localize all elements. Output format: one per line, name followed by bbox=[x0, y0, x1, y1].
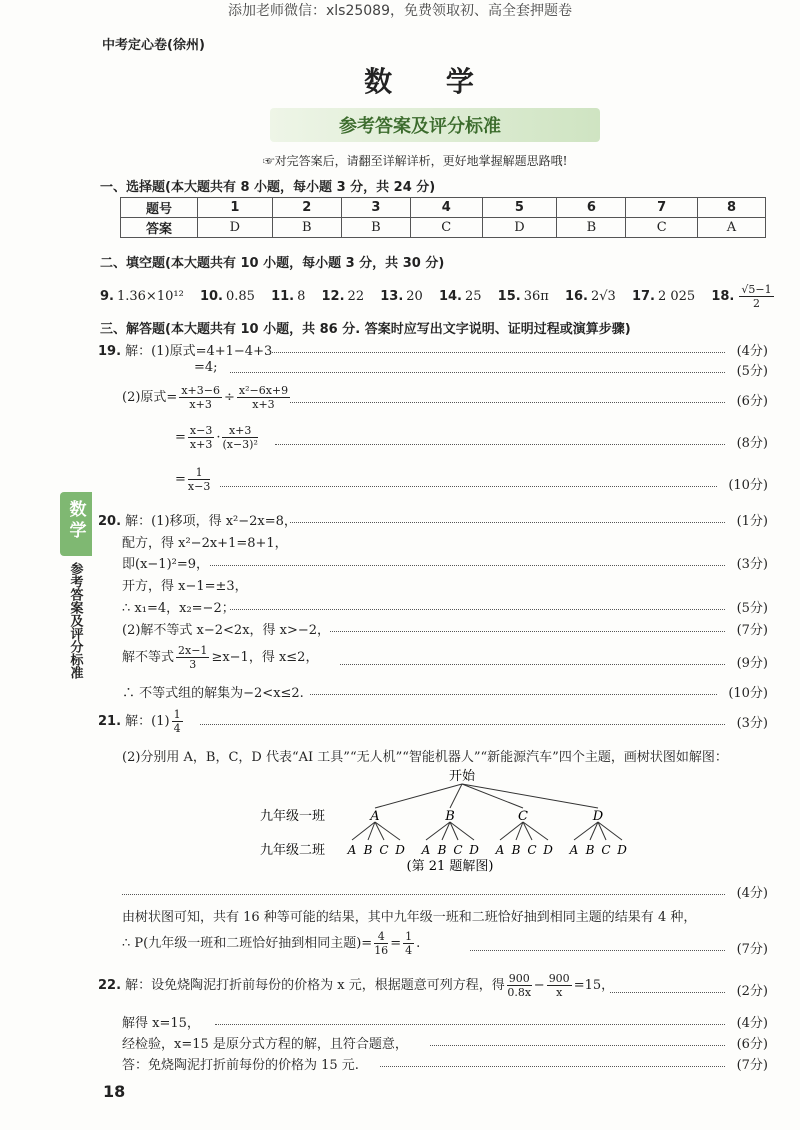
dot-leader bbox=[200, 724, 725, 725]
score: (9分) bbox=[736, 656, 768, 671]
q21-line-3: 由树状图可知，共有 16 种等可能的结果，其中九年级一班和二班恰好抽到相同主题的结果有 4 种， bbox=[122, 910, 697, 925]
dot-leader bbox=[122, 894, 725, 895]
table-cell: 3 bbox=[341, 198, 410, 218]
page-title: 数 学 bbox=[364, 65, 496, 98]
fill-item: 11. 8 bbox=[271, 289, 306, 304]
table-cell: B bbox=[557, 218, 626, 238]
table-cell: 5 bbox=[482, 198, 557, 218]
section-choice-heading: 一、选择题(本大题共有 8 小题，每小题 3 分，共 24 分) bbox=[100, 180, 436, 195]
score: (10分) bbox=[728, 686, 768, 701]
q22-line-1: 22. 解：设免烧陶泥打折前每份的价格为 x 元，根据题意可列方程，得 $\frac{900}{0.8x}$ − $\frac{900}{x}$ =15， bbox=[98, 972, 615, 999]
fill-item: 14. 25 bbox=[438, 289, 482, 304]
fill-item: 18. $\frac{√5-1}{2}$ bbox=[711, 283, 772, 310]
dot-leader bbox=[220, 486, 717, 487]
q20-line-1: 20. 解：(1)移项，得 x²−2x=8， bbox=[98, 514, 297, 529]
banner-title: 参考答案及评分标准 bbox=[339, 116, 501, 137]
tree-caption: (第 21 题解图) bbox=[406, 859, 494, 874]
score: (3分) bbox=[736, 557, 768, 572]
svg-text:B: B bbox=[445, 809, 455, 824]
score: (4分) bbox=[736, 344, 768, 359]
dot-leader bbox=[275, 444, 725, 445]
subtitle-note: ☞对完答案后，请翻至详解详析，更好地掌握解题思路哦! bbox=[262, 154, 568, 168]
score: (4分) bbox=[736, 1016, 768, 1031]
q22-line-2: 解得 x=15， bbox=[122, 1016, 200, 1031]
score: (8分) bbox=[736, 436, 768, 451]
svg-text:D: D bbox=[617, 843, 627, 857]
score: (1分) bbox=[736, 514, 768, 529]
svg-text:A: A bbox=[347, 843, 357, 857]
table-cell: 8 bbox=[698, 198, 766, 218]
table-cell: 2 bbox=[272, 198, 341, 218]
section-solution-heading: 三、解答题(本大题共有 10 小题，共 86 分. 答案时应写出文字说明、证明过程或演算步骤) bbox=[100, 322, 631, 337]
svg-text:C: C bbox=[453, 843, 463, 857]
fill-item: 13. 20 bbox=[380, 289, 423, 304]
q20-line-8: ∴ 不等式组的解集为−2<x≤2. bbox=[122, 686, 304, 701]
svg-text:D: D bbox=[469, 843, 479, 857]
series-title: 中考定心卷(徐州) bbox=[102, 38, 205, 53]
q21-line-4: ∴ P(九年级一班和二班恰好抽到相同主题)= $\frac{4}{16}$ = $\frac{1}{4}$ . bbox=[122, 930, 421, 957]
table-cell: 7 bbox=[626, 198, 698, 218]
table-cell: B bbox=[272, 218, 341, 238]
q19-line-3: (2)原式= $\frac{x+3-6}{x+3}$ ÷ $\frac{\text{x²−6x+9}}{x+3}$ bbox=[122, 384, 289, 411]
tree-row1-label: 九年级一班 bbox=[260, 809, 326, 824]
q21-line-1: 21. 解：(1) $\frac{1}{4}$ bbox=[98, 708, 181, 735]
svg-text:D: D bbox=[395, 843, 405, 857]
svg-text:B: B bbox=[585, 843, 595, 857]
dot-leader bbox=[270, 352, 725, 353]
dot-leader bbox=[290, 522, 725, 523]
svg-text:D: D bbox=[543, 843, 553, 857]
q19-line-5: = $\frac{1}{x-3}$ bbox=[175, 466, 211, 493]
q22-line-3: 经检验，x=15 是原分式方程的解，且符合题意， bbox=[122, 1037, 408, 1052]
svg-text:C: C bbox=[527, 843, 537, 857]
score: (7分) bbox=[736, 942, 768, 957]
table-row bbox=[121, 198, 766, 218]
q20-line-2: 配方，得 x²−2x+1=8+1， bbox=[122, 536, 288, 551]
dot-leader bbox=[340, 664, 725, 665]
table-cell: D bbox=[198, 218, 273, 238]
score: (7分) bbox=[736, 1058, 768, 1073]
svg-text:B: B bbox=[511, 843, 521, 857]
tree-edges bbox=[352, 784, 622, 840]
table-cell: D bbox=[482, 218, 557, 238]
svg-text:B: B bbox=[437, 843, 447, 857]
dot-leader bbox=[230, 609, 725, 610]
page-number: 18 bbox=[103, 1082, 126, 1101]
score: (2分) bbox=[736, 984, 768, 999]
table-head-label: 题号 bbox=[121, 198, 198, 218]
dot-leader bbox=[470, 950, 725, 951]
dot-leader bbox=[210, 565, 725, 566]
svg-text:C: C bbox=[601, 843, 611, 857]
table-cell: 1 bbox=[198, 198, 273, 218]
q21-line-2: (2)分别用 A，B，C，D 代表“AI 工具”“无人机”“智能机器人”“新能源汽车”四个主题，画树状图如解图： bbox=[122, 750, 728, 765]
svg-text:A: A bbox=[370, 809, 380, 824]
q20-line-4: 开方，得 x−1=±3， bbox=[122, 579, 248, 594]
dot-leader bbox=[215, 1024, 725, 1025]
table-cell: C bbox=[410, 218, 482, 238]
score: (10分) bbox=[728, 478, 768, 493]
table-answer-label: 答案 bbox=[121, 218, 198, 238]
fill-item: 9. 1.36×10¹² bbox=[100, 289, 184, 304]
q19-line-1: 19. 解：(1)原式=4+1−4+3 bbox=[98, 344, 273, 359]
dot-leader bbox=[230, 372, 725, 373]
fill-item: 10. 0.85 bbox=[199, 289, 255, 304]
q20-line-6: (2)解不等式 x−2<2x，得 x>−2， bbox=[122, 623, 331, 638]
table-cell: B bbox=[341, 218, 410, 238]
dot-leader bbox=[430, 1045, 725, 1046]
q19-line-2: =4; bbox=[194, 360, 218, 375]
table-cell: 4 bbox=[410, 198, 482, 218]
q20-line-7: 解不等式 $\frac{2x-1}{3}$ ≥x−1，得 x≤2， bbox=[122, 644, 319, 671]
tree-level1 bbox=[369, 809, 603, 824]
score: (3分) bbox=[736, 716, 768, 731]
tree-row2-label: 九年级二班 bbox=[260, 843, 326, 858]
score: (5分) bbox=[736, 601, 768, 616]
fill-item: 17. 2 025 bbox=[631, 289, 696, 304]
tree-diagram bbox=[260, 766, 640, 874]
fill-item: 16. 2√3 bbox=[564, 289, 616, 304]
svg-text:B: B bbox=[363, 843, 373, 857]
dot-leader bbox=[330, 631, 725, 632]
svg-text:C: C bbox=[379, 843, 389, 857]
choice-answer-table bbox=[120, 197, 766, 238]
dot-leader bbox=[380, 1066, 725, 1067]
svg-text:A: A bbox=[569, 843, 579, 857]
score: (6分) bbox=[736, 394, 768, 409]
fill-answers bbox=[100, 283, 788, 310]
svg-text:D: D bbox=[592, 809, 604, 824]
svg-text:C: C bbox=[518, 809, 528, 824]
q20-line-3: 即(x−1)²=9， bbox=[122, 557, 210, 572]
score: (5分) bbox=[736, 364, 768, 379]
tree-root: 开始 bbox=[448, 769, 476, 784]
score: (6分) bbox=[736, 1037, 768, 1052]
fill-item: 15. 36π bbox=[497, 289, 549, 304]
dot-leader bbox=[310, 694, 717, 695]
fill-item: 12. 22 bbox=[321, 289, 365, 304]
sidebar-tab: 数学 bbox=[60, 492, 92, 556]
section-fill-heading: 二、填空题(本大题共有 10 小题，每小题 3 分，共 30 分) bbox=[100, 256, 445, 271]
q22-line-4: 答：免烧陶泥打折前每份的价格为 15 元. bbox=[122, 1058, 359, 1073]
table-cell: 6 bbox=[557, 198, 626, 218]
dot-leader bbox=[290, 402, 725, 403]
q20-line-5: ∴ x₁=4，x₂=−2； bbox=[122, 601, 235, 616]
q19-line-4: = $\frac{x-3}{x+3}$ · $\frac{x+3}{\text{(x−3)²}}$ bbox=[175, 424, 258, 451]
table-cell: C bbox=[626, 218, 698, 238]
sidebar-vertical-text: 参考答案及评分标准 bbox=[67, 562, 83, 679]
score: (4分) bbox=[736, 886, 768, 901]
table-cell: A bbox=[698, 218, 766, 238]
svg-text:A: A bbox=[495, 843, 505, 857]
watermark-text: 添加老师微信：xls25089，免费领取初、高全套押题卷 bbox=[227, 3, 572, 19]
tree-level2 bbox=[347, 843, 628, 857]
table-row bbox=[121, 218, 766, 238]
svg-text:A: A bbox=[421, 843, 431, 857]
score: (7分) bbox=[736, 623, 768, 638]
